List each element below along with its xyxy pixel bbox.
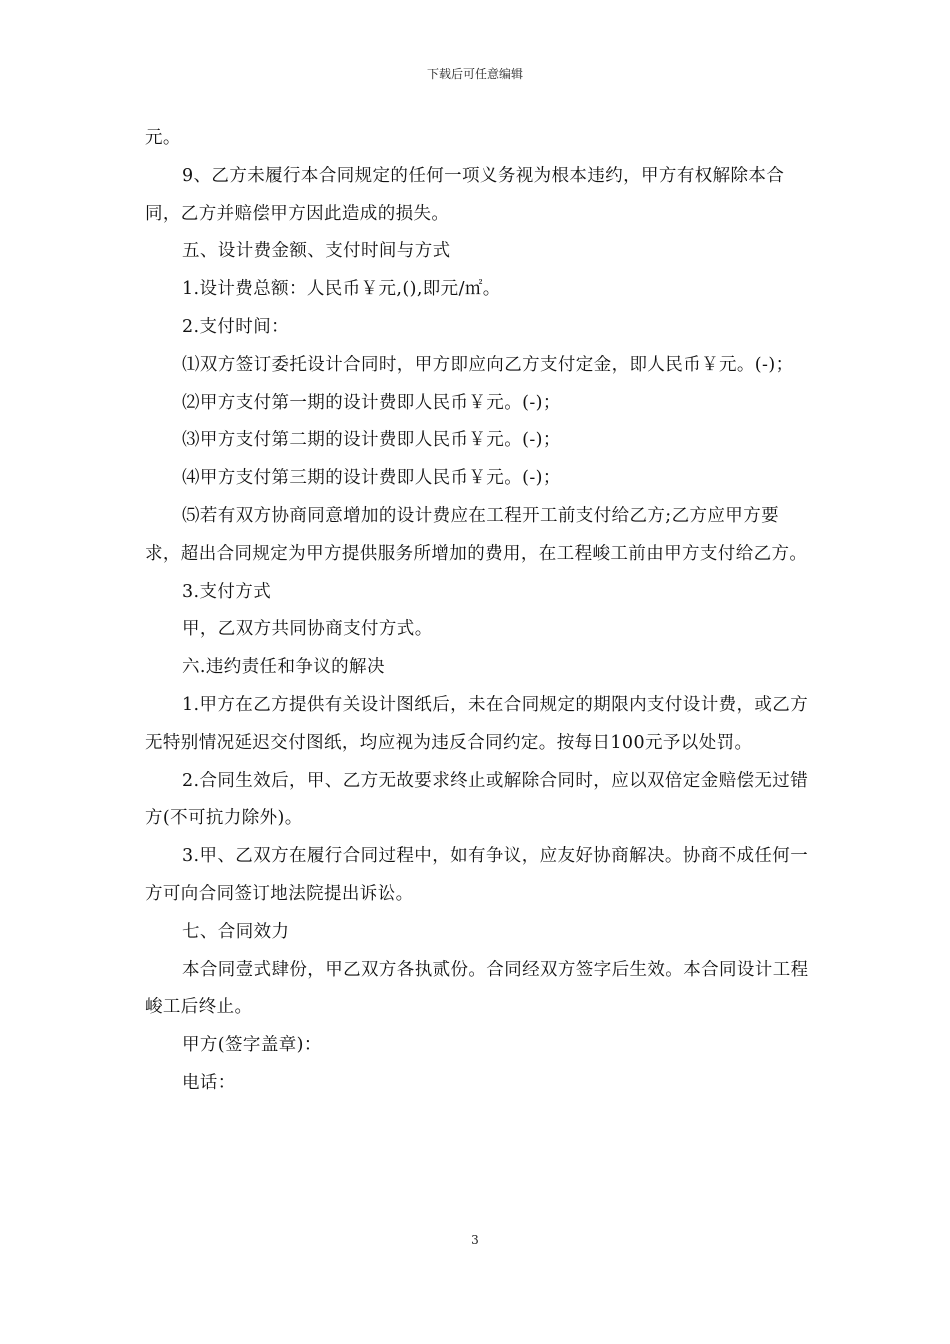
paragraph: 本合同壹式肆份，甲乙双方各执贰份。合同经双方签字后生效。本合同设计工程峻工后终止。 bbox=[145, 959, 809, 1018]
paragraph: 3.甲、乙双方在履行合同过程中，如有争议，应友好协商解决。协商不成任何一方可向合同签订地法院提出诉讼。 bbox=[145, 846, 809, 904]
paragraph: ⑸若有双方协商同意增加的设计费应在工程开工前支付给乙方;乙方应甲方要求，超出合同规定为甲方提供服务所增加的费用，在工程峻工前由甲方支付给乙方。 bbox=[145, 505, 808, 564]
paragraph: 3.支付方式 bbox=[182, 581, 272, 602]
page-header-note: 下载后可任意编辑 bbox=[426, 67, 523, 81]
paragraph: 2.合同生效后，甲、乙方无故要求终止或解除合同时，应以双倍定金赔偿无过错方(不可抗力除外)。 bbox=[145, 770, 809, 829]
paragraph: 9、乙方未履行本合同规定的任何一项义务视为根本违约，甲方有权解除本合同，乙方并赔偿甲方因此造成的损失。 bbox=[145, 165, 785, 224]
paragraph: ⑷甲方支付第三期的设计费即人民币￥元。(-)； bbox=[182, 468, 561, 489]
paragraph: 2.支付时间： bbox=[182, 316, 289, 337]
paragraph: 元。 bbox=[145, 128, 181, 148]
phone-line: 电话： bbox=[182, 1072, 236, 1093]
paragraph: 1.设计费总额：人民币￥元,(),即元/㎡。 bbox=[182, 279, 501, 300]
section-heading: 六.违约责任和争议的解决 bbox=[182, 657, 385, 678]
paragraph: ⑵甲方支付第一期的设计费即人民币￥元。(-)； bbox=[182, 392, 561, 413]
page-number: 3 bbox=[471, 1233, 479, 1247]
paragraph: 1.甲方在乙方提供有关设计图纸后，未在合同规定的期限内支付设计费，或乙方无特别情况延迟交付图纸，均应视为违反合同约定。按每日100元予以处罚。 bbox=[145, 694, 809, 753]
section-heading: 七、合同效力 bbox=[182, 921, 290, 942]
paragraph: 甲，乙双方共同协商支付方式。 bbox=[182, 619, 433, 640]
signature-line: 甲方(签字盖章)： bbox=[182, 1035, 322, 1056]
paragraph: ⑴双方签订委托设计合同时，甲方即应向乙方支付定金，即人民币￥元。(-)； bbox=[182, 354, 794, 375]
section-heading: 五、设计费金额、支付时间与方式 bbox=[182, 241, 451, 262]
document-body bbox=[145, 120, 810, 1103]
paragraph: ⑶甲方支付第二期的设计费即人民币￥元。(-)； bbox=[182, 430, 561, 451]
